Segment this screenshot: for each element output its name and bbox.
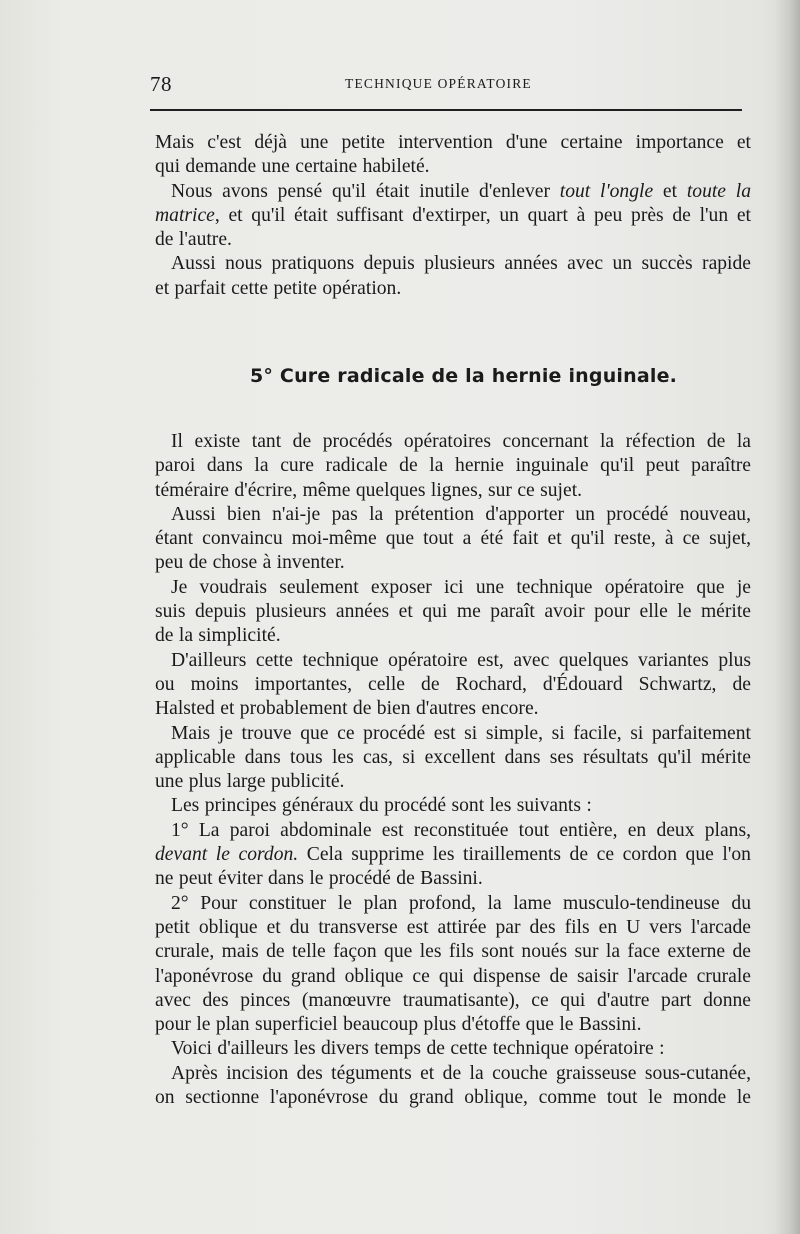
text-line: avec des pinces (manœuvre traumatisante), ce qui d'autre part donne [155, 989, 751, 1011]
text-line: Mais je trouve que ce procédé est si simple, si facile, si parfaitement [171, 722, 751, 744]
text-run: , et qu'il était suffisant d'extirper, un quart à peu près de l'un et [214, 204, 751, 226]
text-line [155, 180, 751, 204]
italic-run: matrice [155, 204, 215, 226]
text-line: paroi dans la cure radicale de la hernie inguinale qu'il peut paraître [155, 455, 751, 477]
text-line: Voici d'ailleurs les divers temps de cette technique opératoire : [171, 1038, 665, 1060]
text-line: petit oblique et du transverse est attirée par des fils en U vers l'arcade [155, 916, 751, 938]
text-line: 2° Pour constituer le plan profond, la lame musculo-tendineuse du [171, 892, 751, 914]
text-run: Nous avons pensé qu'il était inutile d'enlever [171, 180, 560, 202]
text-line [155, 204, 751, 228]
text-line: Aussi nous pratiquons depuis plusieurs années avec un succès rapide [171, 253, 751, 275]
text-line: Après incision des téguments et de la couche graisseuse sous-cutanée, [171, 1062, 751, 1084]
text-line: applicable dans tous les cas, si excellent dans ses résultats qu'il mérite [155, 746, 751, 768]
text-line: Il existe tant de procédés opératoires concernant la réfection de la [171, 431, 751, 452]
header-rule [150, 109, 742, 111]
text-line: D'ailleurs cette technique opératoire est, avec quelques variantes plus [171, 649, 751, 671]
paragraph-block-1 [155, 131, 751, 301]
text-line: Je voudrais seulement exposer ici une technique opératoire que je [171, 576, 751, 598]
text-line: et parfait cette petite opération. [155, 277, 402, 299]
text-line: l'aponévrose du grand oblique ce qui dispense de saisir l'arcade crurale [155, 965, 751, 987]
text-line: Les principes généraux du procédé sont les suivants : [171, 795, 592, 817]
text-line: étant convaincu moi-même que tout a été fait et qu'il reste, à ce sujet, [155, 528, 751, 550]
text-line: Aussi bien n'ai-je pas la prétention d'apporter un procédé nouveau, [171, 503, 751, 525]
text-line: ne peut éviter dans le procédé de Bassini. [155, 868, 483, 890]
paragraph-block-2 [155, 430, 751, 1110]
page-number: 78 [150, 72, 172, 96]
page-header [150, 72, 740, 102]
text-line: téméraire d'écrire, même quelques lignes, sur ce sujet. [155, 479, 583, 501]
italic-run: toute la [686, 180, 752, 202]
text-line: ou moins importantes, celle de Rochard, d'Édouard Schwartz, de [155, 673, 751, 695]
section-heading: 5° Cure radicale de la hernie inguinale. [250, 365, 678, 387]
text-line: Halsted et probablement de bien d'autres encore. [155, 698, 539, 720]
text-line: pour le plan superficiel beaucoup plus d'étoffe que le Bassini. [155, 1014, 642, 1036]
text-line: qui demande une certaine habileté. [155, 156, 430, 178]
text-line: Mais c'est déjà une petite intervention d'une certaine importance et [155, 132, 751, 153]
text-line: de l'autre. [155, 229, 232, 251]
page-edge-shadow [774, 0, 800, 1234]
italic-run: devant le cordon. [155, 844, 299, 866]
text-line: une plus large publicité. [155, 771, 345, 793]
text-line: 1° La paroi abdominale est reconstituée tout entière, en deux plans, [171, 819, 751, 841]
text-line: suis depuis plusieurs années et qui me paraît avoir pour elle le mérite [155, 601, 751, 623]
italic-run: tout l'ongle [559, 180, 654, 202]
text-line: on sectionne l'aponévrose du grand oblique, comme tout le monde le [155, 1087, 751, 1109]
text-line [155, 843, 751, 867]
text-line: peu de chose à inventer. [155, 552, 345, 574]
text-line: crurale, mais de telle façon que les fils sont noués sur la face externe de [155, 941, 751, 963]
text-run: Cela supprime les tiraillements de ce cordon que l'on [298, 844, 751, 866]
text-run: et [653, 180, 687, 202]
running-title: TECHNIQUE OPÉRATOIRE [345, 76, 532, 91]
text-line: de la simplicité. [155, 625, 281, 647]
